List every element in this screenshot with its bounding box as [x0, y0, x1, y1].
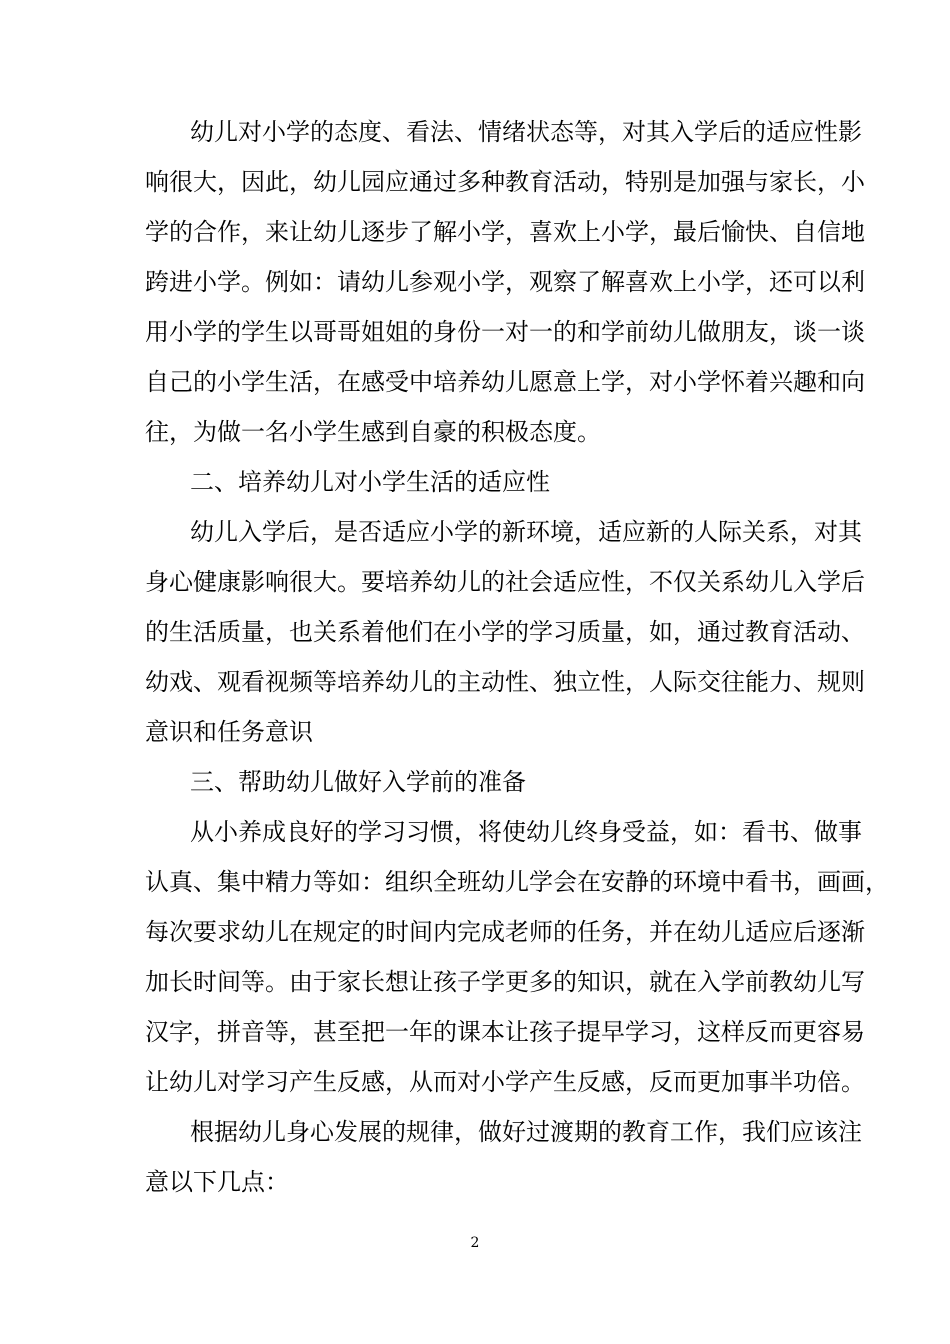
- paragraph-4-line-1: 根据幼儿身心发展的规律，做好过渡期的教育工作，我们应该注: [190, 1118, 862, 1146]
- paragraph-4-line-2: 意以下几点：: [145, 1168, 289, 1196]
- page-number: 2: [470, 1235, 480, 1251]
- paragraph-1-line-6: 自己的小学生活，在感受中培养幼儿愿意上学，对小学怀着兴趣和向: [145, 368, 865, 396]
- paragraph-2-line-1: 幼儿入学后，是否适应小学的新环境，适应新的人际关系，对其: [190, 518, 862, 546]
- paragraph-2-line-2: 身心健康影响很大。要培养幼儿的社会适应性，不仅关系幼儿入学后: [145, 568, 865, 596]
- paragraph-3-line-2: 认真、集中精力等如：组织全班幼儿学会在安静的环境中看书，画画，: [145, 868, 889, 896]
- paragraph-2-line-5: 意识和任务意识: [145, 718, 313, 746]
- paragraph-3-line-3: 每次要求幼儿在规定的时间内完成老师的任务，并在幼儿适应后逐渐: [145, 918, 865, 946]
- paragraph-1-line-7: 往，为做一名小学生感到自豪的积极态度。: [145, 418, 601, 446]
- paragraph-3-line-4: 加长时间等。由于家长想让孩子学更多的知识，就在入学前教幼儿写: [145, 968, 865, 996]
- paragraph-1-line-1: 幼儿对小学的态度、看法、情绪状态等，对其入学后的适应性影: [190, 118, 862, 146]
- section-heading-3: 三、帮助幼儿做好入学前的准备: [190, 768, 526, 796]
- paragraph-3-line-6: 让幼儿对学习产生反感，从而对小学产生反感，反而更加事半功倍。: [145, 1068, 865, 1096]
- section-heading-2: 二、培养幼儿对小学生活的适应性: [190, 468, 550, 496]
- paragraph-2-line-4: 幼戏、观看视频等培养幼儿的主动性、独立性，人际交往能力、规则: [145, 668, 865, 696]
- paragraph-2-line-3: 的生活质量，也关系着他们在小学的学习质量，如，通过教育活动、: [145, 618, 865, 646]
- paragraph-1-line-2: 响很大，因此，幼儿园应通过多种教育活动，特别是加强与家长，小: [145, 168, 865, 196]
- paragraph-3-line-1: 从小养成良好的学习习惯，将使幼儿终身受益，如：看书、做事: [190, 818, 862, 846]
- paragraph-1-line-3: 学的合作，来让幼儿逐步了解小学，喜欢上小学，最后愉快、自信地: [145, 218, 865, 246]
- paragraph-1-line-5: 用小学的学生以哥哥姐姐的身份一对一的和学前幼儿做朋友，谈一谈: [145, 318, 865, 346]
- paragraph-1-line-4: 跨进小学。例如：请幼儿参观小学，观察了解喜欢上小学，还可以利: [145, 268, 865, 296]
- paragraph-3-line-5: 汉字，拼音等，甚至把一年的课本让孩子提早学习，这样反而更容易: [145, 1018, 865, 1046]
